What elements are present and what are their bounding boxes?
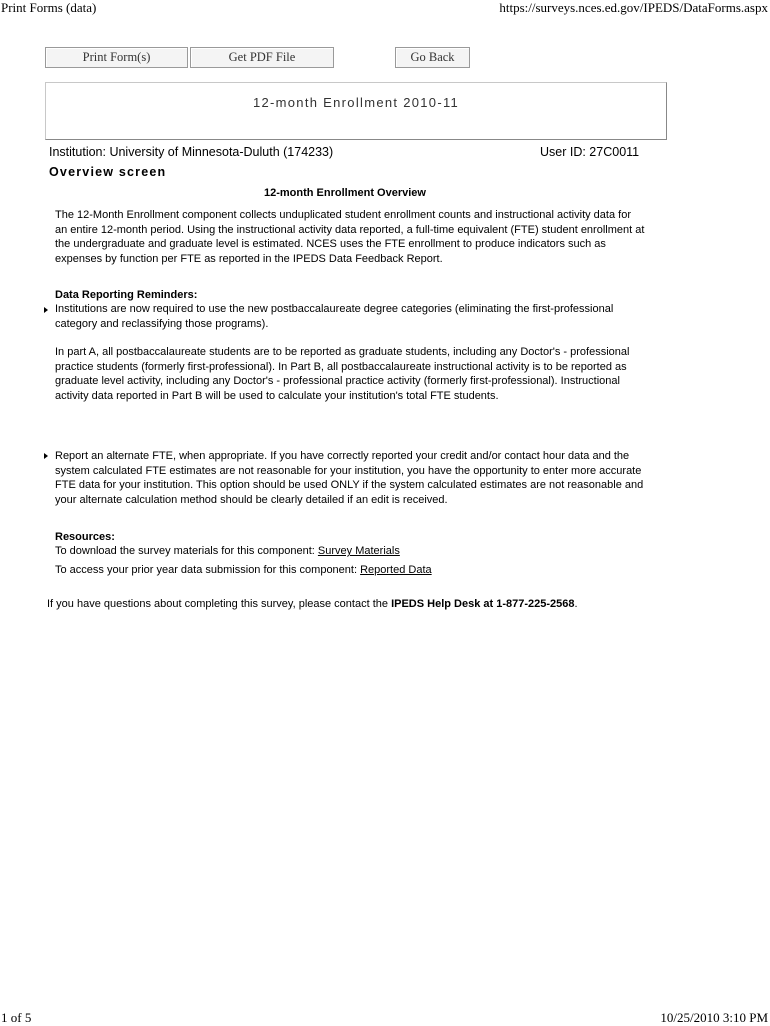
page-count: 1 of 5 [1,1010,32,1025]
reported-data-link[interactable]: Reported Data [360,564,432,576]
page-url: https://surveys.nces.ed.gov/IPEDS/DataForms.aspx [499,0,768,15]
bullet-icon [44,453,48,459]
overview-title: 12-month Enrollment Overview [264,187,426,199]
resource-2-text: To access your prior year data submission for this component: [55,564,361,576]
reminder-1-detail: In part A, all postbaccalaureate students are to be reported as graduate students, including any Doctor's - professional practice students (formerly first-professional). In Part B, all postbaccalaureate instructional activity is to be reported as graduate level activity, including any Doctor's - professional practice activity (formerly first-professional). Instructional activity data reported in Part B will be used to calculate your institution's total FTE students. [55,346,630,402]
print-forms-button[interactable]: Print Form(s) [45,47,188,68]
form-title-box [45,82,667,140]
survey-materials-link[interactable]: Survey Materials [317,545,400,557]
form-title: 12-month Enrollment 2010-11 [252,95,460,110]
reminder-1: Institutions are now required to use the new postbaccalaureate degree categories (eliminating the first-professional category and reclassifying those programs). [55,303,614,330]
resources-heading: Resources: [55,531,115,543]
go-back-button[interactable]: Go Back [395,47,470,68]
resource-reported-data [55,563,645,578]
reminders-heading: Data Reporting Reminders: [55,289,198,301]
contact-line [47,597,687,612]
contact-text: If you have questions about completing this survey, please contact the [47,598,392,610]
screen-heading: Overview screen [49,165,167,179]
bullet-icon [44,307,48,313]
help-desk-contact: IPEDS Help Desk at 1-877-225-2568 [391,598,575,610]
contact-end: . [574,598,578,610]
get-pdf-button[interactable]: Get PDF File [190,47,334,68]
page-title: Print Forms (data) [1,0,97,15]
resource-survey-materials [55,544,645,559]
user-id-label: User ID: 27C0011 [540,145,640,159]
intro-paragraph: The 12-Month Enrollment component collects unduplicated student enrollment counts and instructional activity data for an entire 12-month period. Using the instructional activity data reported, a full-time equivalent (FTE) student enrollment at the undergraduate and graduate level is estimated. NCES uses the FTE enrollment to produce indicators such as expenses by function per FTE as reported in the IPEDS Data Feedback Report. [55,209,645,265]
reminder-2: Report an alternate FTE, when appropriate. If you have correctly reported your credit and/or contact hour data and the system calculated FTE estimates are not reasonable for your institution, you have the opportunity to enter more accurate FTE data for your institution. This option should be used ONLY if the system calculated estimates are not reasonable and your alternate calculation method should be clearly detailed if an edit is received. [55,450,644,506]
institution-label: Institution: University of Minnesota-Duluth (174233) [49,145,334,159]
resource-1-text: To download the survey materials for this component: [55,545,318,557]
print-timestamp: 10/25/2010 3:10 PM [660,1010,768,1025]
